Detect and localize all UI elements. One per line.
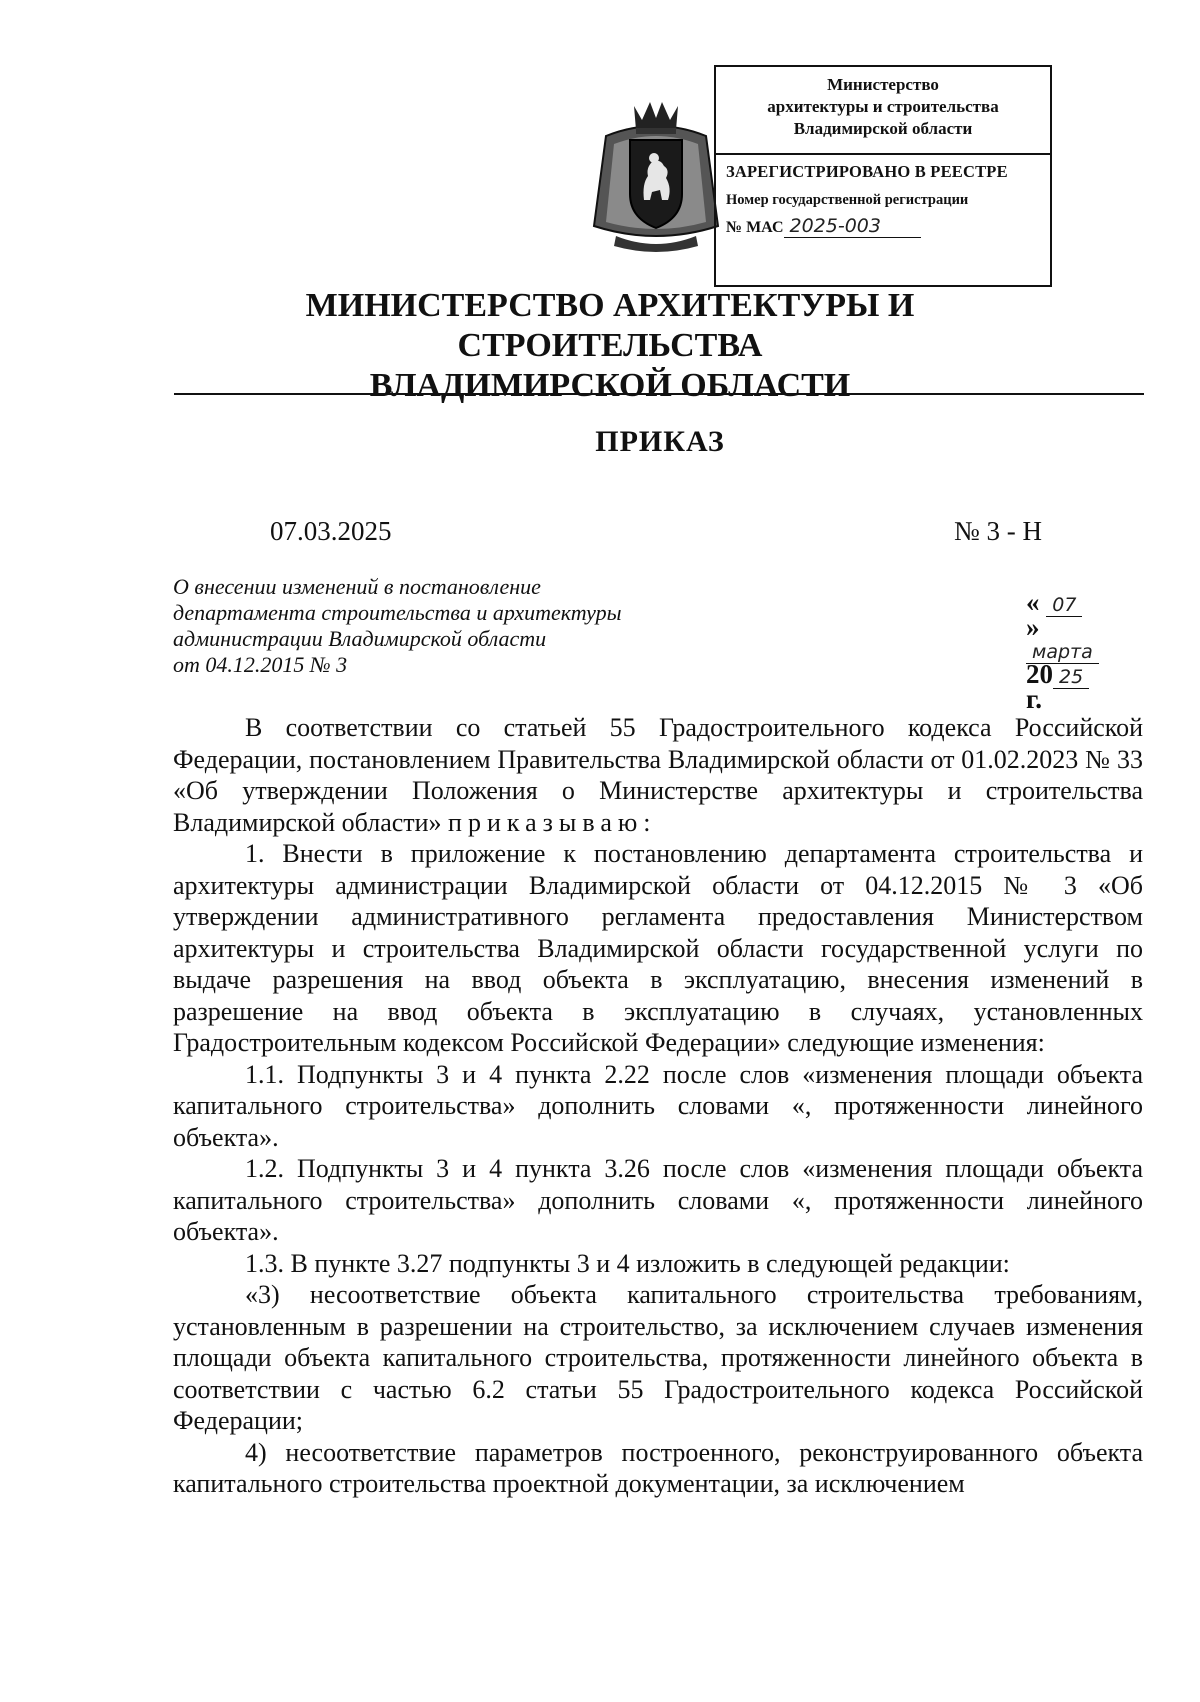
stamp-date-mid: » <box>1026 612 1040 642</box>
stamp-number <box>726 215 1044 239</box>
stamp-date-year-prefix: 20 <box>1026 659 1053 689</box>
stamp-date <box>986 587 1099 714</box>
preamble-text: В соответствии со статьей 55 Градостроительного кодекса Российской Федерации, постановлением Правительства Владимирской области от 01.02.2023 № 33 «Об утверждении Положения о Министерстве архитектуры и строительства Владимирской области» <box>173 713 1143 837</box>
body-paragraph-item-3: «3) несоответствие объекта капитального строительства требованиям, установленным в разрешении на строительство, за исключением случаев изменения площади объекта капитального строительства, протяженности линейного объекта в соответствии с частью 6.2 статьи 55 Градостроительного кодекса Российской Федерации; <box>173 1280 1143 1435</box>
body-paragraph-preamble <box>173 712 1143 838</box>
stamp-date-day: 07 <box>1046 594 1082 617</box>
preamble-order-word: приказываю: <box>448 807 657 837</box>
document-number: № 3 - Н <box>954 516 1043 546</box>
stamp-number-value: 2025-003 <box>784 215 921 238</box>
ministry-title-line2: ВЛАДИМИРСКОЙ ОБЛАСТИ <box>369 367 851 404</box>
stamp-org-line1: Министерство <box>827 75 939 94</box>
stamp-organization <box>716 67 1050 155</box>
document-date: 07.03.2025 <box>270 516 392 546</box>
ministry-title-line1: МИНИСТЕРСТВО АРХИТЕКТУРЫ И СТРОИТЕЛЬСТВА <box>305 287 915 364</box>
subject-line2: департамента строительства и архитектуры <box>173 600 622 625</box>
document-subject <box>173 574 733 678</box>
coat-of-arms-icon <box>586 96 726 256</box>
body-paragraph-1-1: 1.1. Подпункты 3 и 4 пункта 2.22 после слов «изменения площади объекта капитального строительства» дополнить словами «, протяженности линейного объекта». <box>173 1059 1143 1152</box>
stamp-org-line3: Владимирской области <box>793 119 973 138</box>
stamp-date-year-end: г. <box>1026 684 1042 714</box>
document-body <box>173 712 1143 1500</box>
subject-line3: администрации Владимирской области <box>173 626 547 651</box>
stamp-number-prefix: № МАС <box>726 219 784 236</box>
stamp-date-month: марта <box>1026 641 1099 664</box>
subject-line1: О внесении изменений в постановление <box>173 574 541 599</box>
stamp-date-year-suffix: 25 <box>1053 666 1089 689</box>
body-paragraph-1-2: 1.2. Подпункты 3 и 4 пункта 3.26 после слов «изменения площади объекта капитального строительства» дополнить словами «, протяженности линейного объекта». <box>173 1154 1143 1246</box>
header-divider <box>174 393 1144 395</box>
stamp-org-line2: архитектуры и строительства <box>767 97 999 116</box>
subject-line4: от 04.12.2015 № 3 <box>173 652 348 677</box>
stamp-number-label: Номер государственной регистрации <box>726 192 969 208</box>
body-paragraph-1-3: 1.3. В пункте 3.27 подпункты 3 и 4 изложить в следующей редакции: <box>245 1248 1010 1278</box>
body-paragraph-item-4: 4) несоответствие параметров построенного, реконструированного объекта капитального строительства проектной документации, за исключением <box>173 1437 1143 1498</box>
ministry-title <box>150 286 1070 406</box>
document-type: ПРИКАЗ <box>595 425 725 458</box>
stamp-date-open: « <box>1026 587 1040 617</box>
stamp-registered-label: ЗАРЕГИСТРИРОВАНО В РЕЕСТРЕ <box>726 162 1008 181</box>
body-paragraph-1: 1. Внести в приложение к постановлению департамента строительства и архитектуры администрации Владимирской области от 04.12.2015 № 3 «Об утверждении административного регламента предоставления Министерством архитектуры и строительства Владимирской области государственной услуги по выдаче разрешения на ввод объекта в эксплуатацию, внесения изменений в разрешение на ввод объекта в эксплуатацию в случаях, установленных Градостроительным кодексом Российской Федерации» следующие изменения: <box>173 839 1143 1057</box>
